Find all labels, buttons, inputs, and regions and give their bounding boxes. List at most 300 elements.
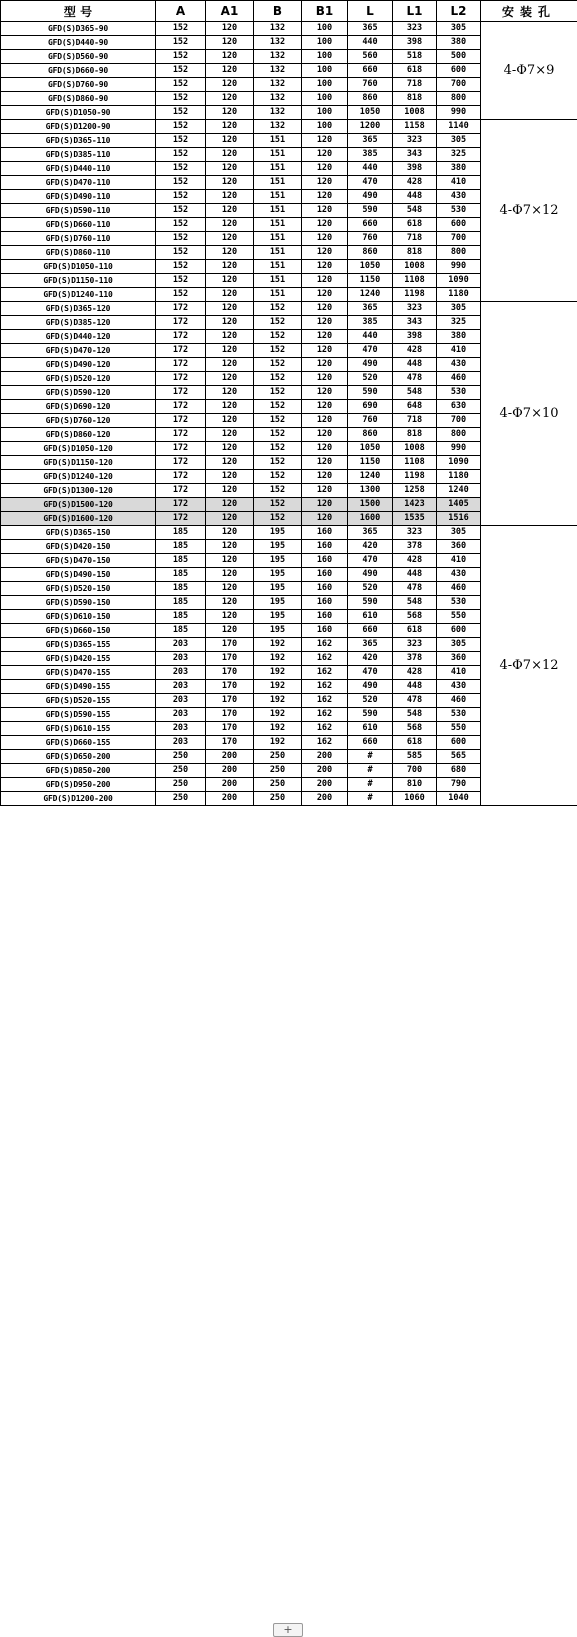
model-cell[interactable]: GFD(S)D1500-120 xyxy=(1,498,156,512)
l-cell[interactable]: 610 xyxy=(348,722,393,736)
b-cell[interactable]: 152 xyxy=(254,400,302,414)
model-cell[interactable]: GFD(S)D610-150 xyxy=(1,610,156,624)
l2-cell[interactable]: 360 xyxy=(437,652,481,666)
a-cell[interactable]: 152 xyxy=(156,106,206,120)
a1-cell[interactable]: 120 xyxy=(206,400,254,414)
b-cell[interactable]: 152 xyxy=(254,498,302,512)
b1-cell[interactable]: 120 xyxy=(302,428,348,442)
l2-cell[interactable]: 305 xyxy=(437,134,481,148)
l2-cell[interactable]: 1040 xyxy=(437,792,481,806)
l1-cell[interactable]: 1423 xyxy=(393,498,437,512)
mounting-hole-cell[interactable]: 4-Φ7×12 xyxy=(481,526,577,806)
l-cell[interactable]: 760 xyxy=(348,232,393,246)
l2-cell[interactable]: 800 xyxy=(437,246,481,260)
l1-cell[interactable]: 428 xyxy=(393,176,437,190)
b1-cell[interactable]: 160 xyxy=(302,554,348,568)
model-cell[interactable]: GFD(S)D440-120 xyxy=(1,330,156,344)
a1-cell[interactable]: 120 xyxy=(206,428,254,442)
l2-cell[interactable]: 600 xyxy=(437,64,481,78)
b1-cell[interactable]: 120 xyxy=(302,260,348,274)
model-cell[interactable]: GFD(S)D1240-110 xyxy=(1,288,156,302)
l-cell[interactable]: 440 xyxy=(348,162,393,176)
b1-cell[interactable]: 120 xyxy=(302,498,348,512)
b-cell[interactable]: 250 xyxy=(254,792,302,806)
l2-cell[interactable]: 380 xyxy=(437,330,481,344)
l2-cell[interactable]: 430 xyxy=(437,190,481,204)
model-cell[interactable]: GFD(S)D470-120 xyxy=(1,344,156,358)
model-cell[interactable]: GFD(S)D490-150 xyxy=(1,568,156,582)
model-cell[interactable]: GFD(S)D660-90 xyxy=(1,64,156,78)
model-cell[interactable]: GFD(S)D1050-110 xyxy=(1,260,156,274)
l1-cell[interactable]: 568 xyxy=(393,722,437,736)
l-cell[interactable]: 1050 xyxy=(348,106,393,120)
b-cell[interactable]: 151 xyxy=(254,190,302,204)
l1-cell[interactable]: 618 xyxy=(393,218,437,232)
b1-cell[interactable]: 120 xyxy=(302,358,348,372)
l2-cell[interactable]: 360 xyxy=(437,540,481,554)
a1-cell[interactable]: 200 xyxy=(206,764,254,778)
b-cell[interactable]: 152 xyxy=(254,330,302,344)
b-cell[interactable]: 132 xyxy=(254,64,302,78)
b-cell[interactable]: 192 xyxy=(254,652,302,666)
b-cell[interactable]: 152 xyxy=(254,456,302,470)
l2-cell[interactable]: 325 xyxy=(437,148,481,162)
b-cell[interactable]: 195 xyxy=(254,596,302,610)
b-cell[interactable]: 192 xyxy=(254,736,302,750)
l-cell[interactable]: 490 xyxy=(348,568,393,582)
a-cell[interactable]: 172 xyxy=(156,484,206,498)
mounting-hole-cell[interactable]: 4-Φ7×12 xyxy=(481,120,577,302)
l2-cell[interactable]: 1090 xyxy=(437,456,481,470)
header-b[interactable]: B xyxy=(254,1,302,22)
a1-cell[interactable]: 120 xyxy=(206,246,254,260)
a-cell[interactable]: 203 xyxy=(156,722,206,736)
b-cell[interactable]: 192 xyxy=(254,708,302,722)
l-cell[interactable]: 470 xyxy=(348,554,393,568)
model-cell[interactable]: GFD(S)D1200-90 xyxy=(1,120,156,134)
l1-cell[interactable]: 378 xyxy=(393,540,437,554)
model-cell[interactable]: GFD(S)D470-150 xyxy=(1,554,156,568)
l2-cell[interactable]: 990 xyxy=(437,106,481,120)
a-cell[interactable]: 172 xyxy=(156,428,206,442)
b1-cell[interactable]: 162 xyxy=(302,736,348,750)
l2-cell[interactable]: 680 xyxy=(437,764,481,778)
a-cell[interactable]: 185 xyxy=(156,540,206,554)
b1-cell[interactable]: 120 xyxy=(302,246,348,260)
b1-cell[interactable]: 120 xyxy=(302,512,348,526)
a1-cell[interactable]: 120 xyxy=(206,610,254,624)
model-cell[interactable]: GFD(S)D760-90 xyxy=(1,78,156,92)
b-cell[interactable]: 151 xyxy=(254,176,302,190)
mounting-hole-cell[interactable]: 4-Φ7×9 xyxy=(481,22,577,120)
b1-cell[interactable]: 120 xyxy=(302,232,348,246)
a-cell[interactable]: 172 xyxy=(156,400,206,414)
l1-cell[interactable]: 700 xyxy=(393,764,437,778)
l1-cell[interactable]: 618 xyxy=(393,624,437,638)
a-cell[interactable]: 152 xyxy=(156,92,206,106)
b-cell[interactable]: 132 xyxy=(254,106,302,120)
l1-cell[interactable]: 518 xyxy=(393,50,437,64)
l1-cell[interactable]: 1108 xyxy=(393,274,437,288)
model-cell[interactable]: GFD(S)D385-110 xyxy=(1,148,156,162)
l2-cell[interactable]: 630 xyxy=(437,400,481,414)
b-cell[interactable]: 250 xyxy=(254,750,302,764)
model-cell[interactable]: GFD(S)D1150-110 xyxy=(1,274,156,288)
a-cell[interactable]: 152 xyxy=(156,288,206,302)
a-cell[interactable]: 250 xyxy=(156,778,206,792)
model-cell[interactable]: GFD(S)D1150-120 xyxy=(1,456,156,470)
l-cell[interactable]: 420 xyxy=(348,652,393,666)
model-cell[interactable]: GFD(S)D520-155 xyxy=(1,694,156,708)
a1-cell[interactable]: 120 xyxy=(206,582,254,596)
l-cell[interactable]: 660 xyxy=(348,624,393,638)
a-cell[interactable]: 152 xyxy=(156,218,206,232)
b1-cell[interactable]: 120 xyxy=(302,288,348,302)
a1-cell[interactable]: 170 xyxy=(206,680,254,694)
b1-cell[interactable]: 120 xyxy=(302,190,348,204)
model-cell[interactable]: GFD(S)D1050-90 xyxy=(1,106,156,120)
l1-cell[interactable]: 323 xyxy=(393,302,437,316)
l2-cell[interactable]: 800 xyxy=(437,92,481,106)
a-cell[interactable]: 172 xyxy=(156,470,206,484)
b1-cell[interactable]: 160 xyxy=(302,526,348,540)
model-cell[interactable]: GFD(S)D420-155 xyxy=(1,652,156,666)
l-cell[interactable]: 1600 xyxy=(348,512,393,526)
l1-cell[interactable]: 428 xyxy=(393,344,437,358)
model-cell[interactable]: GFD(S)D490-155 xyxy=(1,680,156,694)
a1-cell[interactable]: 120 xyxy=(206,302,254,316)
l2-cell[interactable]: 1240 xyxy=(437,484,481,498)
header-l[interactable]: L xyxy=(348,1,393,22)
a1-cell[interactable]: 120 xyxy=(206,554,254,568)
a1-cell[interactable]: 170 xyxy=(206,638,254,652)
b1-cell[interactable]: 200 xyxy=(302,764,348,778)
a1-cell[interactable]: 200 xyxy=(206,750,254,764)
b-cell[interactable]: 152 xyxy=(254,484,302,498)
l1-cell[interactable]: 448 xyxy=(393,680,437,694)
l2-cell[interactable]: 305 xyxy=(437,638,481,652)
b1-cell[interactable]: 100 xyxy=(302,106,348,120)
l2-cell[interactable]: 1090 xyxy=(437,274,481,288)
b1-cell[interactable]: 120 xyxy=(302,148,348,162)
l2-cell[interactable]: 410 xyxy=(437,344,481,358)
l1-cell[interactable]: 818 xyxy=(393,246,437,260)
header-l1[interactable]: L1 xyxy=(393,1,437,22)
a1-cell[interactable]: 170 xyxy=(206,722,254,736)
a-cell[interactable]: 152 xyxy=(156,190,206,204)
a-cell[interactable]: 172 xyxy=(156,442,206,456)
a-cell[interactable]: 172 xyxy=(156,512,206,526)
l-cell[interactable]: 490 xyxy=(348,358,393,372)
model-cell[interactable]: GFD(S)D420-150 xyxy=(1,540,156,554)
a1-cell[interactable]: 120 xyxy=(206,358,254,372)
l1-cell[interactable]: 548 xyxy=(393,708,437,722)
b1-cell[interactable]: 160 xyxy=(302,610,348,624)
header-model[interactable]: 型 号 xyxy=(1,1,156,22)
l-cell[interactable]: 860 xyxy=(348,246,393,260)
model-cell[interactable]: GFD(S)D610-155 xyxy=(1,722,156,736)
l2-cell[interactable]: 430 xyxy=(437,358,481,372)
l1-cell[interactable]: 1198 xyxy=(393,470,437,484)
l1-cell[interactable]: 818 xyxy=(393,428,437,442)
b1-cell[interactable]: 162 xyxy=(302,666,348,680)
b1-cell[interactable]: 100 xyxy=(302,22,348,36)
l1-cell[interactable]: 398 xyxy=(393,330,437,344)
a1-cell[interactable]: 200 xyxy=(206,778,254,792)
l-cell[interactable]: 560 xyxy=(348,50,393,64)
add-sheet-button[interactable]: + xyxy=(273,1623,303,1637)
a1-cell[interactable]: 120 xyxy=(206,218,254,232)
a1-cell[interactable]: 120 xyxy=(206,512,254,526)
a-cell[interactable]: 203 xyxy=(156,736,206,750)
a-cell[interactable]: 152 xyxy=(156,232,206,246)
b-cell[interactable]: 192 xyxy=(254,638,302,652)
b1-cell[interactable]: 100 xyxy=(302,78,348,92)
l-cell[interactable]: 365 xyxy=(348,302,393,316)
l2-cell[interactable]: 700 xyxy=(437,414,481,428)
l-cell[interactable]: 385 xyxy=(348,316,393,330)
l-cell[interactable]: 385 xyxy=(348,148,393,162)
a1-cell[interactable]: 120 xyxy=(206,22,254,36)
l-cell[interactable]: 590 xyxy=(348,386,393,400)
a1-cell[interactable]: 120 xyxy=(206,372,254,386)
l1-cell[interactable]: 648 xyxy=(393,400,437,414)
l1-cell[interactable]: 718 xyxy=(393,78,437,92)
model-cell[interactable]: GFD(S)D440-110 xyxy=(1,162,156,176)
a1-cell[interactable]: 120 xyxy=(206,148,254,162)
a-cell[interactable]: 172 xyxy=(156,344,206,358)
a-cell[interactable]: 172 xyxy=(156,358,206,372)
b-cell[interactable]: 151 xyxy=(254,246,302,260)
model-cell[interactable]: GFD(S)D365-110 xyxy=(1,134,156,148)
a-cell[interactable]: 152 xyxy=(156,22,206,36)
l2-cell[interactable]: 1516 xyxy=(437,512,481,526)
b-cell[interactable]: 132 xyxy=(254,78,302,92)
header-b1[interactable]: B1 xyxy=(302,1,348,22)
model-cell[interactable]: GFD(S)D690-120 xyxy=(1,400,156,414)
a-cell[interactable]: 250 xyxy=(156,750,206,764)
l-cell[interactable]: 860 xyxy=(348,92,393,106)
l1-cell[interactable]: 478 xyxy=(393,372,437,386)
a1-cell[interactable]: 120 xyxy=(206,386,254,400)
l1-cell[interactable]: 1108 xyxy=(393,456,437,470)
l-cell[interactable]: 420 xyxy=(348,540,393,554)
model-cell[interactable]: GFD(S)D365-90 xyxy=(1,22,156,36)
l2-cell[interactable]: 460 xyxy=(437,372,481,386)
header-mounting-holes[interactable]: 安装孔 xyxy=(481,1,577,22)
b-cell[interactable]: 250 xyxy=(254,764,302,778)
l1-cell[interactable]: 398 xyxy=(393,36,437,50)
l-cell[interactable]: 1150 xyxy=(348,456,393,470)
l1-cell[interactable]: 398 xyxy=(393,162,437,176)
b-cell[interactable]: 192 xyxy=(254,680,302,694)
b-cell[interactable]: 132 xyxy=(254,120,302,134)
b-cell[interactable]: 132 xyxy=(254,36,302,50)
a1-cell[interactable]: 120 xyxy=(206,526,254,540)
model-cell[interactable]: GFD(S)D660-150 xyxy=(1,624,156,638)
b-cell[interactable]: 192 xyxy=(254,694,302,708)
header-a[interactable]: A xyxy=(156,1,206,22)
b-cell[interactable]: 195 xyxy=(254,540,302,554)
a1-cell[interactable]: 120 xyxy=(206,50,254,64)
a1-cell[interactable]: 120 xyxy=(206,162,254,176)
a1-cell[interactable]: 120 xyxy=(206,596,254,610)
l-cell[interactable]: 660 xyxy=(348,218,393,232)
header-l2[interactable]: L2 xyxy=(437,1,481,22)
a-cell[interactable]: 172 xyxy=(156,302,206,316)
a-cell[interactable]: 172 xyxy=(156,330,206,344)
b-cell[interactable]: 195 xyxy=(254,526,302,540)
l1-cell[interactable]: 618 xyxy=(393,64,437,78)
a-cell[interactable]: 152 xyxy=(156,120,206,134)
l2-cell[interactable]: 700 xyxy=(437,78,481,92)
a-cell[interactable]: 172 xyxy=(156,316,206,330)
l-cell[interactable]: 1050 xyxy=(348,442,393,456)
b-cell[interactable]: 152 xyxy=(254,358,302,372)
l2-cell[interactable]: 800 xyxy=(437,428,481,442)
a1-cell[interactable]: 120 xyxy=(206,92,254,106)
l1-cell[interactable]: 718 xyxy=(393,414,437,428)
a-cell[interactable]: 185 xyxy=(156,610,206,624)
a-cell[interactable]: 152 xyxy=(156,162,206,176)
a1-cell[interactable]: 120 xyxy=(206,204,254,218)
mounting-hole-cell[interactable]: 4-Φ7×10 xyxy=(481,302,577,526)
b-cell[interactable]: 151 xyxy=(254,260,302,274)
model-cell[interactable]: GFD(S)D1600-120 xyxy=(1,512,156,526)
l-cell[interactable]: 440 xyxy=(348,36,393,50)
l-cell[interactable]: 1050 xyxy=(348,260,393,274)
b-cell[interactable]: 151 xyxy=(254,232,302,246)
a-cell[interactable]: 152 xyxy=(156,78,206,92)
b1-cell[interactable]: 100 xyxy=(302,92,348,106)
a-cell[interactable]: 172 xyxy=(156,456,206,470)
b-cell[interactable]: 132 xyxy=(254,50,302,64)
l-cell[interactable]: 365 xyxy=(348,638,393,652)
l-cell[interactable]: 860 xyxy=(348,428,393,442)
l-cell[interactable]: 660 xyxy=(348,736,393,750)
b1-cell[interactable]: 120 xyxy=(302,442,348,456)
b-cell[interactable]: 132 xyxy=(254,22,302,36)
b1-cell[interactable]: 120 xyxy=(302,204,348,218)
l1-cell[interactable]: 1535 xyxy=(393,512,437,526)
l-cell[interactable]: 365 xyxy=(348,526,393,540)
l2-cell[interactable]: 410 xyxy=(437,554,481,568)
l-cell[interactable]: 660 xyxy=(348,64,393,78)
a1-cell[interactable]: 120 xyxy=(206,330,254,344)
b1-cell[interactable]: 120 xyxy=(302,470,348,484)
a-cell[interactable]: 185 xyxy=(156,568,206,582)
l-cell[interactable]: 590 xyxy=(348,708,393,722)
l1-cell[interactable]: 585 xyxy=(393,750,437,764)
l1-cell[interactable]: 343 xyxy=(393,316,437,330)
b1-cell[interactable]: 162 xyxy=(302,652,348,666)
a-cell[interactable]: 152 xyxy=(156,36,206,50)
l2-cell[interactable]: 600 xyxy=(437,736,481,750)
a-cell[interactable]: 152 xyxy=(156,260,206,274)
l1-cell[interactable]: 818 xyxy=(393,92,437,106)
l-cell[interactable]: 1300 xyxy=(348,484,393,498)
l2-cell[interactable]: 990 xyxy=(437,442,481,456)
b1-cell[interactable]: 120 xyxy=(302,344,348,358)
model-cell[interactable]: GFD(S)D560-90 xyxy=(1,50,156,64)
l1-cell[interactable]: 548 xyxy=(393,386,437,400)
b-cell[interactable]: 151 xyxy=(254,204,302,218)
a-cell[interactable]: 203 xyxy=(156,680,206,694)
b-cell[interactable]: 151 xyxy=(254,134,302,148)
a1-cell[interactable]: 170 xyxy=(206,652,254,666)
l1-cell[interactable]: 343 xyxy=(393,148,437,162)
b-cell[interactable]: 152 xyxy=(254,442,302,456)
l-cell[interactable]: # xyxy=(348,778,393,792)
b-cell[interactable]: 192 xyxy=(254,722,302,736)
l1-cell[interactable]: 1008 xyxy=(393,442,437,456)
l2-cell[interactable]: 530 xyxy=(437,204,481,218)
model-cell[interactable]: GFD(S)D1300-120 xyxy=(1,484,156,498)
b1-cell[interactable]: 160 xyxy=(302,596,348,610)
b1-cell[interactable]: 100 xyxy=(302,36,348,50)
model-cell[interactable]: GFD(S)D490-110 xyxy=(1,190,156,204)
l2-cell[interactable]: 380 xyxy=(437,162,481,176)
a1-cell[interactable]: 170 xyxy=(206,694,254,708)
model-cell[interactable]: GFD(S)D650-200 xyxy=(1,750,156,764)
b1-cell[interactable]: 120 xyxy=(302,400,348,414)
l-cell[interactable]: 1240 xyxy=(348,288,393,302)
header-a1[interactable]: A1 xyxy=(206,1,254,22)
l2-cell[interactable]: 1180 xyxy=(437,470,481,484)
l2-cell[interactable]: 460 xyxy=(437,694,481,708)
l-cell[interactable]: 470 xyxy=(348,176,393,190)
b-cell[interactable]: 151 xyxy=(254,288,302,302)
l1-cell[interactable]: 1158 xyxy=(393,120,437,134)
b-cell[interactable]: 151 xyxy=(254,148,302,162)
a1-cell[interactable]: 120 xyxy=(206,232,254,246)
b-cell[interactable]: 152 xyxy=(254,386,302,400)
a-cell[interactable]: 152 xyxy=(156,274,206,288)
a1-cell[interactable]: 200 xyxy=(206,792,254,806)
l1-cell[interactable]: 618 xyxy=(393,736,437,750)
l-cell[interactable]: 1500 xyxy=(348,498,393,512)
l2-cell[interactable]: 500 xyxy=(437,50,481,64)
b1-cell[interactable]: 120 xyxy=(302,456,348,470)
l-cell[interactable]: 365 xyxy=(348,22,393,36)
l-cell[interactable]: 470 xyxy=(348,344,393,358)
b1-cell[interactable]: 120 xyxy=(302,134,348,148)
l-cell[interactable]: # xyxy=(348,750,393,764)
l-cell[interactable]: 490 xyxy=(348,680,393,694)
a1-cell[interactable]: 120 xyxy=(206,176,254,190)
l-cell[interactable]: # xyxy=(348,764,393,778)
a-cell[interactable]: 250 xyxy=(156,792,206,806)
a-cell[interactable]: 203 xyxy=(156,638,206,652)
b-cell[interactable]: 151 xyxy=(254,218,302,232)
l-cell[interactable]: 690 xyxy=(348,400,393,414)
b-cell[interactable]: 250 xyxy=(254,778,302,792)
l-cell[interactable]: 590 xyxy=(348,596,393,610)
b1-cell[interactable]: 160 xyxy=(302,568,348,582)
a-cell[interactable]: 185 xyxy=(156,526,206,540)
a1-cell[interactable]: 120 xyxy=(206,190,254,204)
model-cell[interactable]: GFD(S)D660-110 xyxy=(1,218,156,232)
a1-cell[interactable]: 120 xyxy=(206,64,254,78)
b-cell[interactable]: 152 xyxy=(254,414,302,428)
model-cell[interactable]: GFD(S)D440-90 xyxy=(1,36,156,50)
a-cell[interactable]: 185 xyxy=(156,596,206,610)
l-cell[interactable]: 1200 xyxy=(348,120,393,134)
a1-cell[interactable]: 120 xyxy=(206,498,254,512)
l1-cell[interactable]: 448 xyxy=(393,190,437,204)
a-cell[interactable]: 152 xyxy=(156,148,206,162)
a1-cell[interactable]: 170 xyxy=(206,736,254,750)
